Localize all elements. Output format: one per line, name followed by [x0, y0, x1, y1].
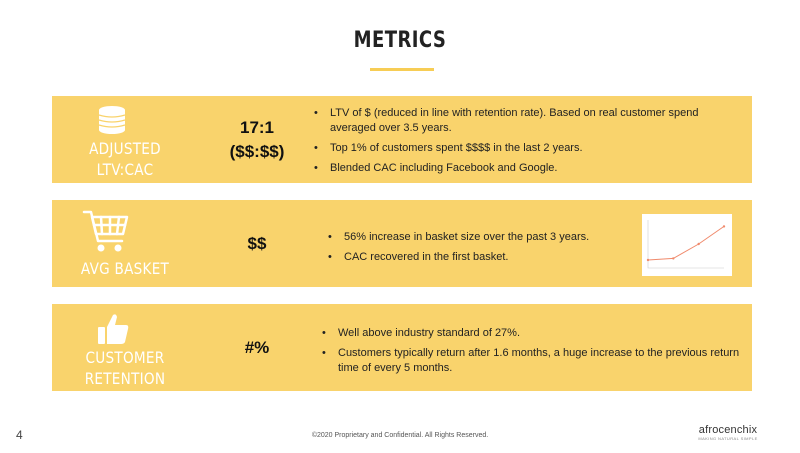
row-label	[78, 258, 172, 279]
row-label-line1: AVG BASKET	[80, 259, 170, 278]
slide-title: METRICS	[353, 28, 447, 53]
metric-row-avg-basket	[52, 200, 752, 287]
row-label-line2: LTV:CAC	[96, 160, 154, 179]
title-underline	[370, 68, 434, 71]
shopping-cart-icon	[82, 208, 130, 261]
coin-stack-icon	[97, 105, 127, 140]
row-metric	[212, 232, 302, 256]
chart-point	[723, 225, 725, 227]
bullet-item: • CAC recovered in the first basket.	[328, 250, 608, 265]
brand-name: afrocenchix	[698, 424, 758, 436]
bullet-item: • Blended CAC including Facebook and Google.	[314, 161, 734, 176]
brand-tagline: MAKING NATURAL SIMPLE	[698, 436, 758, 441]
bullet-item: • 56% increase in basket size over the past 3 years.	[328, 230, 608, 245]
page-number: 4	[16, 428, 23, 442]
bullet-list	[322, 326, 752, 381]
bullet-item: • Well above industry standard of 27%.	[322, 326, 752, 341]
bullet-item: • Customers typically return after 1.6 months, a huge increase to the previous return time of every 5 months.	[322, 346, 752, 376]
bullet-list	[328, 230, 608, 270]
row-metric	[212, 336, 302, 360]
row-label	[78, 138, 172, 180]
basket-trend-chart	[642, 214, 732, 276]
chart-point	[697, 243, 699, 245]
row-metric	[212, 116, 302, 164]
row-metric-line2: ($$:$$)	[229, 142, 285, 161]
row-label-line2: RETENTION	[84, 369, 166, 388]
thumbs-up-icon	[96, 312, 130, 351]
row-label-line1: CUSTOMER	[85, 348, 165, 367]
chart-series-line	[648, 226, 724, 260]
row-metric-line1: $$	[247, 234, 267, 253]
brand-logo	[678, 424, 778, 441]
copyright-notice: ©2020 Proprietary and Confidential. All Rights Reserved.	[311, 432, 489, 439]
row-label	[78, 347, 172, 389]
row-metric-line1: 17:1	[239, 118, 275, 137]
chart-point	[672, 257, 674, 259]
row-metric-line1: #%	[244, 338, 270, 357]
metric-row-ltv-cac	[52, 96, 752, 183]
metric-row-customer-retention	[52, 304, 752, 391]
row-label-line1: ADJUSTED	[89, 139, 161, 158]
bullet-item: • LTV of $ (reduced in line with retention rate). Based on real customer spend averaged over 3.5 years.	[314, 106, 734, 136]
bullet-item: • Top 1% of customers spent $$$$ in the last 2 years.	[314, 141, 734, 156]
bullet-list	[314, 106, 734, 181]
chart-point	[647, 259, 649, 261]
chart-axes	[648, 220, 724, 268]
